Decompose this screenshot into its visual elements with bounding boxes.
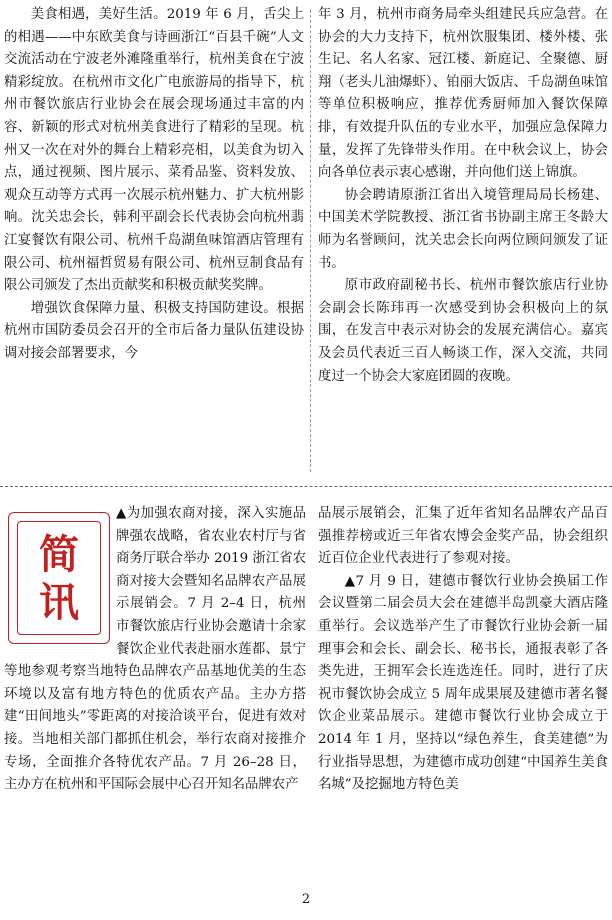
paragraph-agri-commerce: ▲为加强农商对接，深入实施品牌强农战略，省农业农村厅与省商务厅联合举办 2019 浙江省农商对接大会暨知名品牌农产品展示展销会。7 月 2–4 日，杭州市餐饮旅店行业协会邀请十余家餐饮企业代表赴丽水莲都、景宁等地参观考察当地特色品牌农产品基地优美的生态环境以及富有地方特色的优质农产品。主办方搭建“田间地头”零距离的对接洽谈平台，促进有效对接。当地相关部门都抓住机会，举行农商对接推介专场，全面推介各特优农产品。7 月 26–28 日，主办方在杭州和平国际会展中心召开知名品牌农产 [4, 506, 306, 793]
bottom-right-column [318, 503, 608, 797]
paragraph-agri-continued: 品展示展销会，汇集了近年省知名品牌农产品百强推荐榜或近三年省农博会金奖产品，协会组织近百位企业代表进行了参观对接。 [318, 506, 608, 567]
section-divider [0, 486, 612, 487]
paragraph-food-event: 美食相遇，美好生活。2019 年 6 月，舌尖上的相遇——中东欧美食与诗画浙江“百县千碗”人文交流活动在宁波老外滩隆重举行，杭州美食在宁波精彩绽放。在杭州市文化广电旅游局的指导下，杭州市餐饮旅店行业协会在展会现场通过丰富的内容、新颖的形式对杭州美食进行了精彩的呈现。杭州又一次在对外的舞台上精彩亮相，以美食为切入点，通过视频、图片展示、菜肴品鉴、资料发放、观众互动等方式再一次展示杭州魅力、扩大杭州影响。沈关忠会长，韩利平副会长代表协会向杭州翡江宴餐饮有限公司、杭州千岛湖鱼味馆酒店管理有限公司、杭州福哲贸易有限公司、杭州豆制食品有限公司颁发了杰出贡献奖和积极贡献奖奖牌。 [4, 7, 304, 294]
top-right-column [318, 4, 608, 388]
paragraph-jiande-association: ▲7 月 9 日，建德市餐饮行业协会换届工作会议暨第二届会员大会在建德半岛凯豪大酒店隆重举行。会议选举产生了市餐饮行业协会新一届理事会和会长、副会长、秘书长，通报表彰了各类先进，王拥军会长连选连任。同时，进行了庆祝市餐饮协会成立 5 周年成果展及建德市著名餐饮企业菜品展示。建德市餐饮行业协会成立于 2014 年 1 月，坚持以“绿色养生，食美建德”为行业指导思想，为建德市成功创建“中国养生美食名城”及挖掘地方特色美 [318, 573, 608, 793]
paragraph-banquet: 原市政府副秘书长、杭州市餐饮旅店行业协会副会长陈玮再一次感受到协会积极向上的氛围，在发言中表示对协会的发展充满信心。嘉宾及会员代表近三百人畅谈工作，深入交流，共同度过一个协会大家庭团圆的夜晚。 [318, 278, 608, 384]
stamp-char-jian: 简 [39, 531, 79, 578]
stamp-char-xun: 讯 [39, 579, 79, 626]
paragraph-advisors: 协会聘请原浙江省出入境管理局局长杨建、中国美术学院教授、浙江省书协副主席王冬龄大师为名誉顾问，沈关忠会长向两位顾问颁发了证书。 [318, 187, 608, 271]
bottom-left-column [4, 503, 306, 797]
column-divider [310, 10, 311, 472]
stamp-spacer [4, 503, 116, 651]
paragraph-militia-continued: 年 3 月，杭州市商务局牵头组建民兵应急营。在协会的大力支持下，杭州饮服集团、楼外楼、张生记、名人名家、冠江楼、新庭记、全聚德、厨翔（老头儿油爆虾）、铂丽大饭店、千岛湖鱼味馆等单位积极响应，推荐优秀厨师加入餐饮保障排，有效提升队伍的专业水平，加强应急保障力量，发挥了先锋带头作用。在中秋会议上，协会向各单位表示衷心感谢，并向他们送上锦旗。 [318, 7, 608, 181]
page-number: 2 [301, 892, 311, 907]
paragraph-defense-support: 增强饮食保障力量、积极支持国防建设。根据杭州市国防委员会召开的全市后备力量队伍建设协调对接会部署要求，今 [4, 300, 304, 361]
top-left-column [4, 4, 304, 366]
